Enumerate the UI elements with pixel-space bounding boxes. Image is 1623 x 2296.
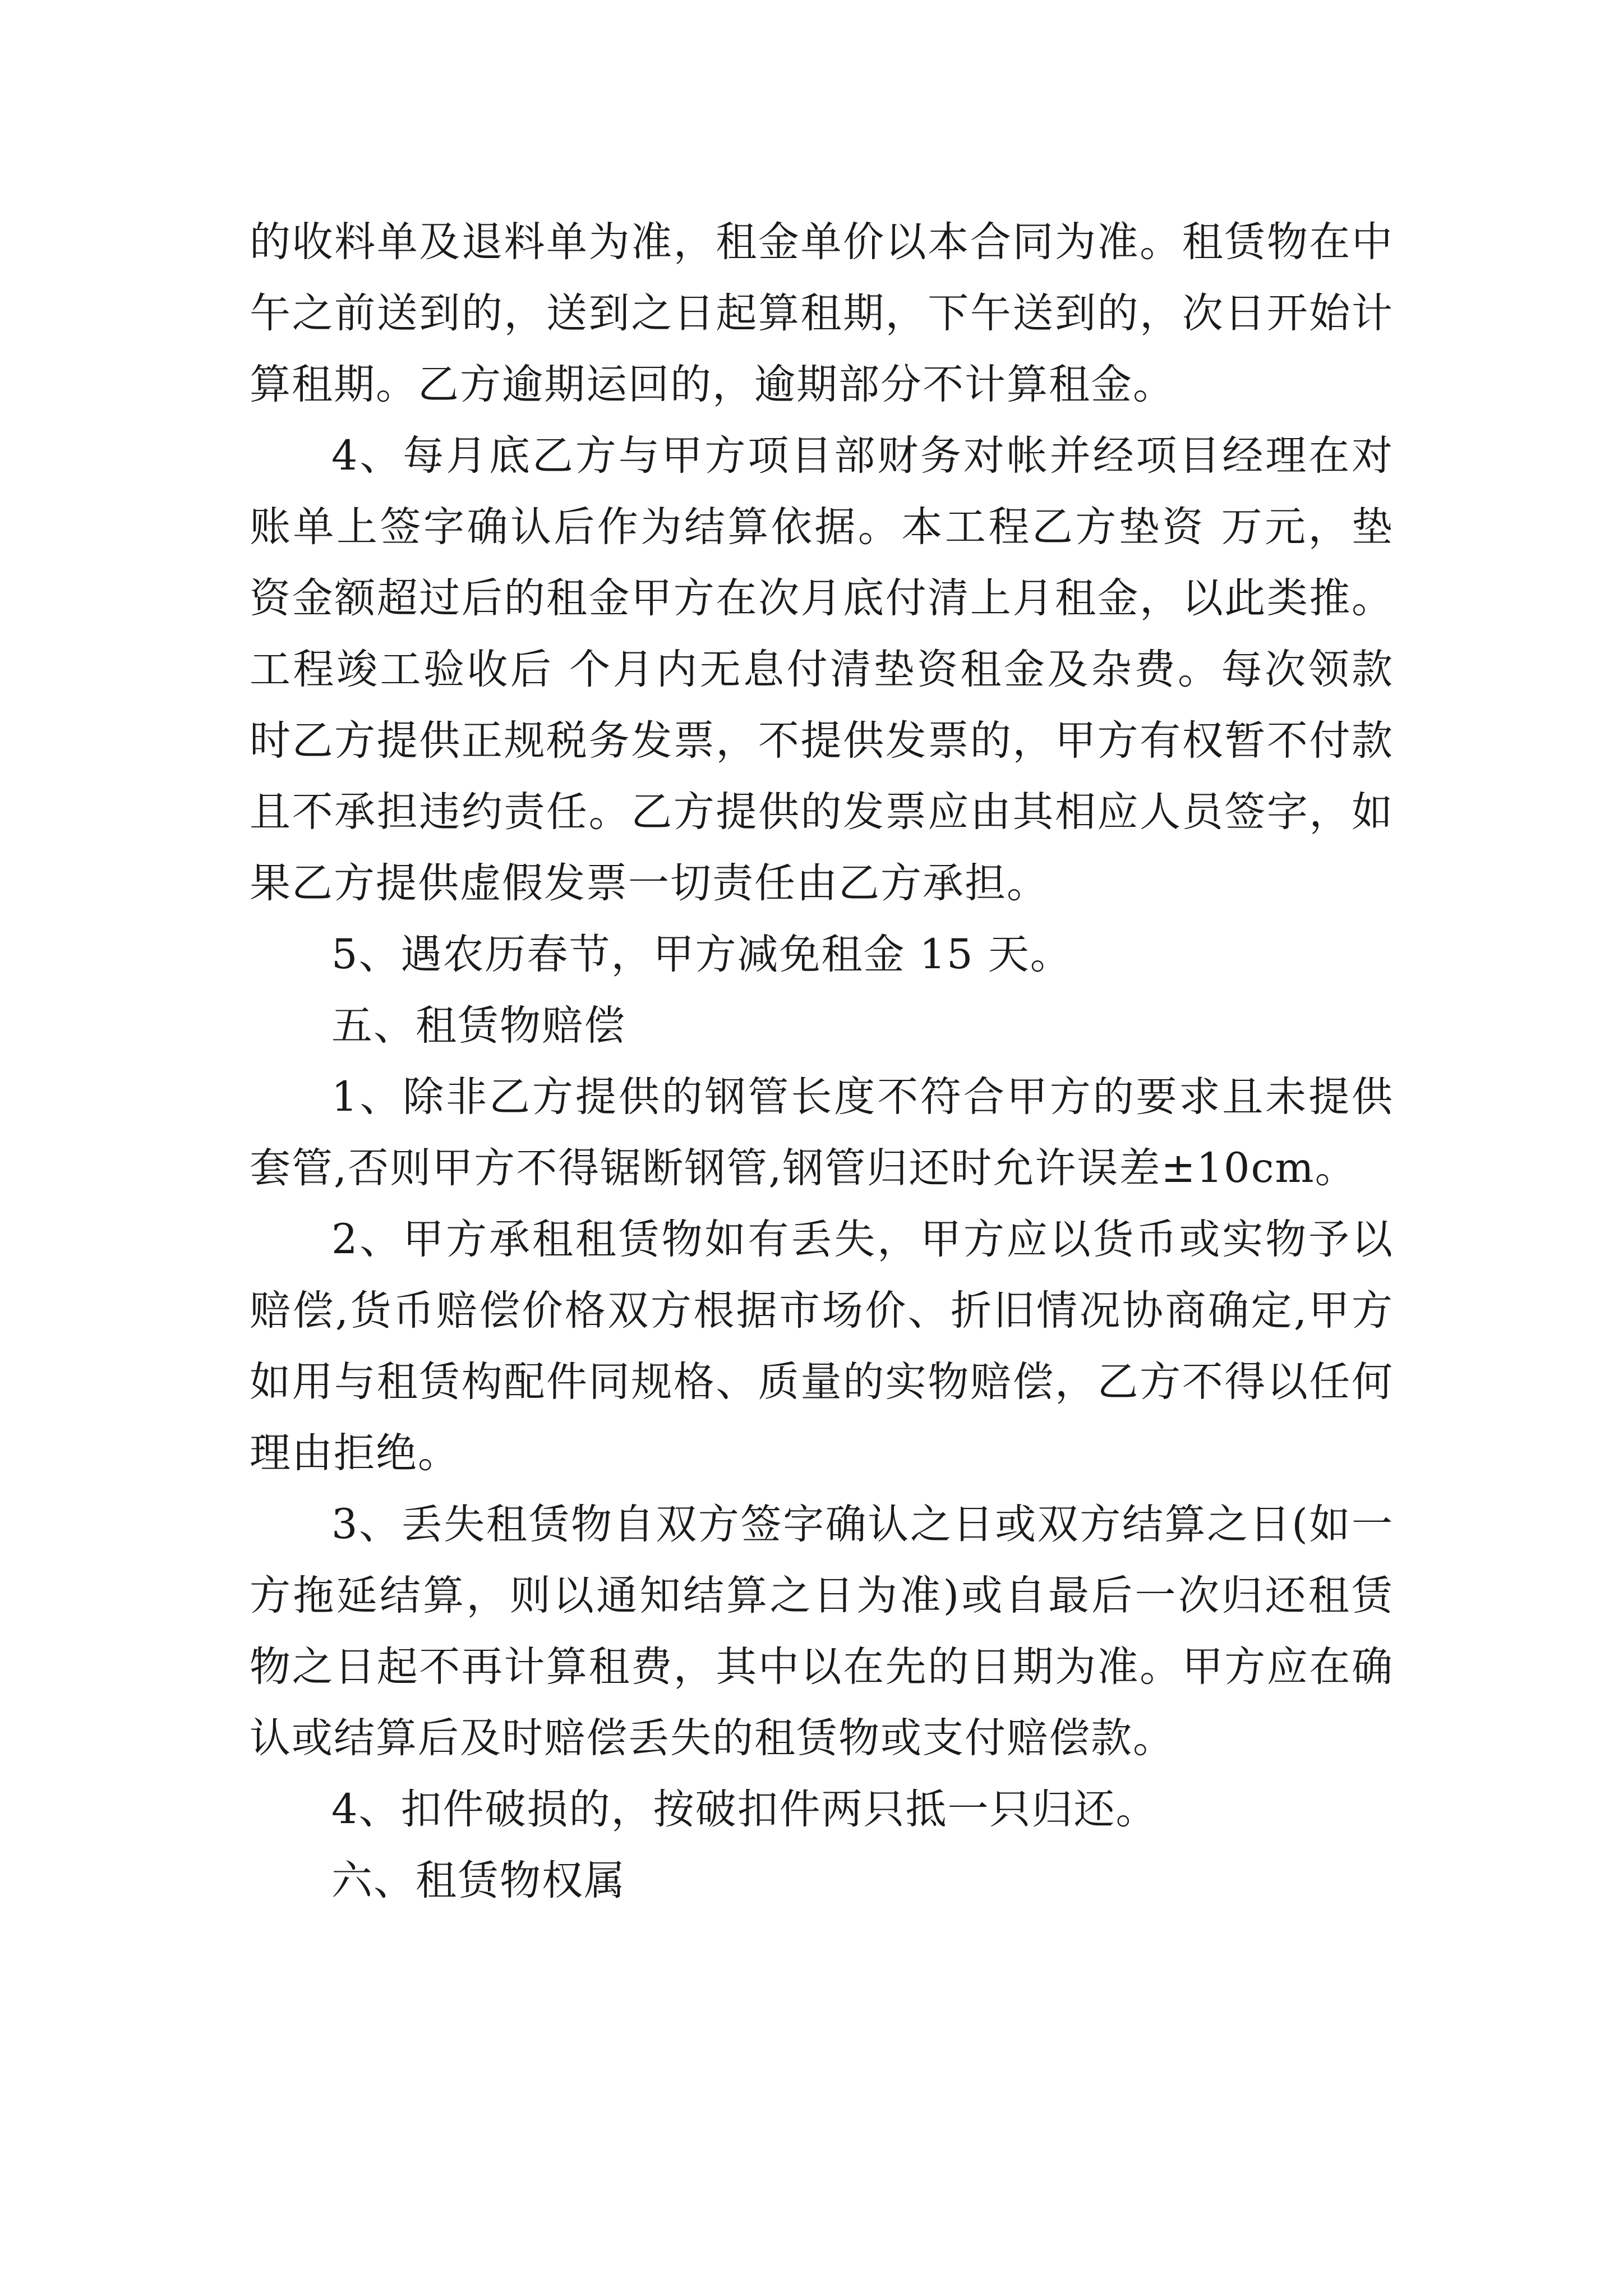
document-body bbox=[250, 206, 1394, 1916]
section-heading-compensation: 五、租赁物赔偿 bbox=[331, 1002, 626, 1050]
paragraph-clause-4-settlement: 4、每月底乙方与甲方项目部财务对帐并经项目经理在对账单上签字确认后作为结算依据。本工程乙方垫资 万元，垫资金额超过后的租金甲方在次月底付清上月租金，以此类推。工程竣工验收后 个月内无息付清垫资租金及杂费。每次领款时乙方提供正规税务发票，不提供发票的，甲方有权暂不付款且不承担违约责任。乙方提供的发票应由其相应人员签字，如果乙方提供虚假发票一切责任由乙方承担。 bbox=[250, 432, 1394, 907]
paragraph-clause-5-spring-festival: 5、遇农历春节，甲方减免租金 15 天。 bbox=[331, 931, 1072, 978]
paragraph-compensation-2: 2、甲方承租租赁物如有丢失，甲方应以货币或实物予以赔偿,货币赔偿价格双方根据市场价、折旧情况协商确定,甲方如用与租赁构配件同规格、质量的实物赔偿，乙方不得以任何理由拒绝。 bbox=[250, 1216, 1394, 1477]
paragraph-compensation-4: 4、扣件破损的，按破扣件两只抵一只归还。 bbox=[331, 1786, 1158, 1833]
paragraph-compensation-1: 1、除非乙方提供的钢管长度不符合甲方的要求且未提供套管,否则甲方不得锯断钢管,钢管归还时允许误差±10cm。 bbox=[250, 1073, 1394, 1192]
paragraph-continuation: 的收料单及退料单为准，租金单价以本合同为准。租赁物在中午之前送到的，送到之日起算租期，下午送到的，次日开始计算租期。乙方逾期运回的，逾期部分不计算租金。 bbox=[250, 218, 1394, 408]
section-heading-ownership: 六、租赁物权属 bbox=[331, 1857, 626, 1904]
paragraph-compensation-3: 3、丢失租赁物自双方签字确认之日或双方结算之日(如一方拖延结算，则以通知结算之日为准)或自最后一次归还租赁物之日起不再计算租费，其中以在先的日期为准。甲方应在确认或结算后及时赔偿丢失的租赁物或支付赔偿款。 bbox=[250, 1501, 1394, 1762]
